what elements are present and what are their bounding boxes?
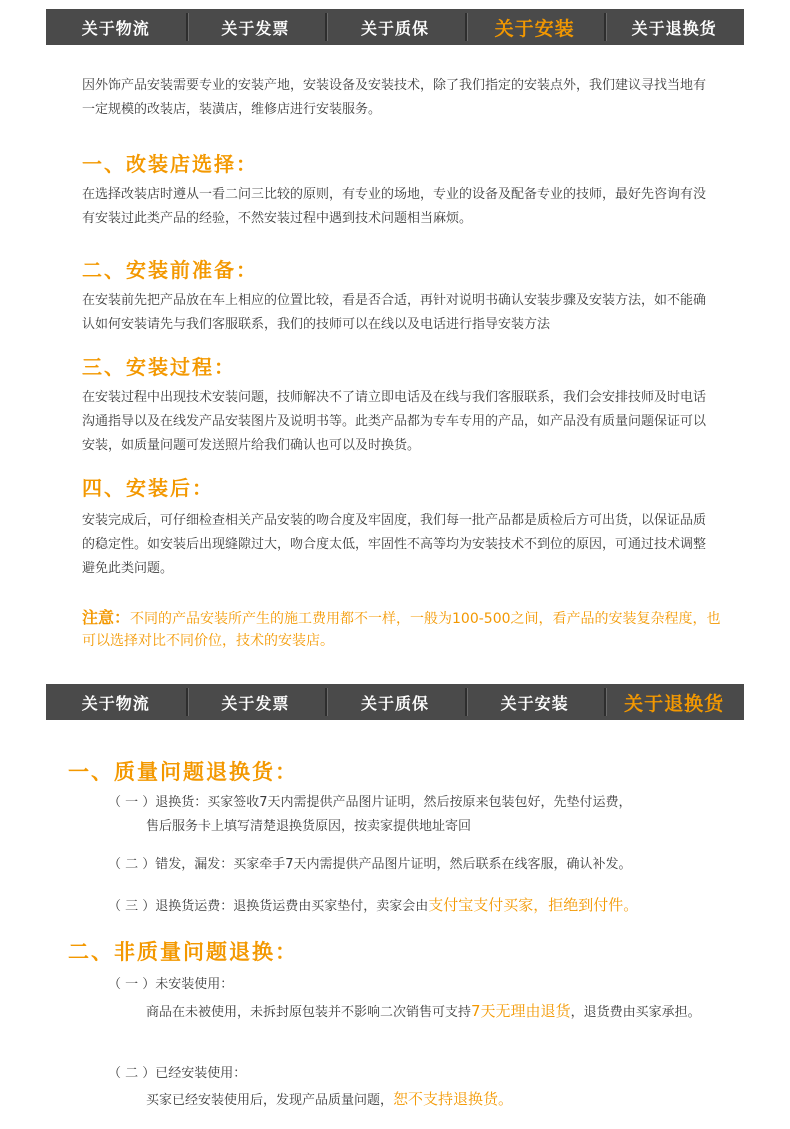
install-section-text: 安装完成后，可仔细检查相关产品安装的吻合度及牢固度，我们每一批产品都是质检后方可出货，以保证品质的稳定性。如安装后出现缝隙过大，吻合度太低，牢固性不高等均为安装技术不到位的原因，可通过技术调整避免此类问题。 bbox=[82, 513, 707, 576]
install-section-text: 在安装前先把产品放在车上相应的位置比较，看是否合适，再针对说明书确认安装步骤及安装方法，如不能确认如何安装请先与我们客服联系，我们的技师可以在线以及电话进行指导安装方法 bbox=[82, 293, 707, 332]
nonquality-item-2-body: 买家已经安装使用后，发现产品质量问题， bbox=[146, 1093, 394, 1108]
quality-item-1: （ 一 ）退换货：买家签收7天内需提供产品图片证明，然后按原来包装包好，先垫付运费， bbox=[108, 795, 632, 810]
nonquality-item-1-text bbox=[146, 999, 726, 1025]
nonquality-item-1-suffix: ，退货费由买家承担。 bbox=[570, 1005, 701, 1020]
tab-returns[interactable]: 关于退换货 bbox=[604, 684, 744, 720]
tab-logistics[interactable]: 关于物流 bbox=[81, 693, 150, 713]
tab-logistics[interactable]: 关于物流 bbox=[81, 18, 150, 38]
note-text: 不同的产品安装所产生的施工费用都不一样，一般为100-500之间，看产品的安装复杂程度，也可以选择对比不同价位，技术的安装店。 bbox=[82, 611, 721, 649]
nonquality-item-2-title: （ 二 ）已经安装使用： bbox=[108, 1066, 247, 1081]
tab-invoice[interactable]: 关于发票 bbox=[186, 9, 326, 45]
install-section-heading: 三、安装过程： bbox=[82, 355, 236, 379]
nonquality-item-1-body: 商品在未被使用，未拆封原包装并不影响二次销售可支持 bbox=[146, 1005, 472, 1020]
nonquality-returns-heading: 二、非质量问题退换： bbox=[68, 940, 298, 964]
install-section-heading: 四、安装后： bbox=[82, 476, 214, 500]
tab-warranty[interactable]: 关于质保 bbox=[325, 684, 465, 720]
install-note bbox=[82, 607, 722, 652]
quality-item-2: （ 二 ）错发，漏发：买家牵手7天内需提供产品图片证明，然后联系在线客服，确认补发。 bbox=[108, 857, 632, 872]
quality-item-3 bbox=[108, 893, 728, 919]
nonquality-item-2-highlight: 恕不支持退换货。 bbox=[393, 1090, 514, 1108]
install-section-text: 在选择改装店时遵从一看二问三比较的原则，有专业的场地，专业的设备及配备专业的技师，最好先咨询有没有安装过此类产品的经验，不然安装过程中遇到技术问题相当麻烦。 bbox=[82, 187, 707, 226]
quality-item-3-highlight: 支付宝支付买家，拒绝到付件。 bbox=[428, 896, 639, 914]
returns-tab-bar bbox=[46, 684, 744, 720]
note-label: 注意： bbox=[82, 608, 131, 627]
install-intro: 因外饰产品安装需要专业的安装产地，安装设备及安装技术，除了我们指定的安装点外，我们建议寻找当地有一定规模的改装店，装潢店，维修店进行安装服务。 bbox=[82, 78, 707, 117]
quality-item-3-text: （ 三 ）退换货运费：退换货运费由买家垫付，卖家会由 bbox=[108, 899, 429, 914]
install-section-heading: 一、改装店选择： bbox=[82, 152, 258, 176]
install-section-text: 在安装过程中出现技术安装问题，技师解决不了请立即电话及在线与我们客服联系，我们会安排技师及时电话沟通指导以及在线发产品安装图片及说明书等。此类产品都为专车专用的产品，如产品没有质量问题保证可以安装，如质量问题可发送照片给我们确认也可以及时换货。 bbox=[82, 390, 707, 453]
tab-invoice[interactable]: 关于发票 bbox=[186, 684, 326, 720]
tab-installation[interactable]: 关于安装 bbox=[465, 9, 605, 45]
top-tab-bar bbox=[46, 9, 744, 45]
quality-returns-heading: 一、质量问题退换货： bbox=[68, 760, 298, 784]
nonquality-item-2-text bbox=[146, 1087, 726, 1113]
nonquality-item-1-highlight: 7天无理由退货 bbox=[471, 1002, 571, 1020]
tab-returns[interactable]: 关于退换货 bbox=[604, 9, 744, 45]
nonquality-item-1-title: （ 一 ）未安装使用： bbox=[108, 977, 234, 992]
install-section-heading: 二、安装前准备： bbox=[82, 258, 258, 282]
quality-item-1-detail: 售后服务卡上填写清楚退换货原因，按卖家提供地址寄回 bbox=[146, 819, 472, 834]
tab-installation[interactable]: 关于安装 bbox=[465, 684, 605, 720]
tab-warranty[interactable]: 关于质保 bbox=[325, 9, 465, 45]
